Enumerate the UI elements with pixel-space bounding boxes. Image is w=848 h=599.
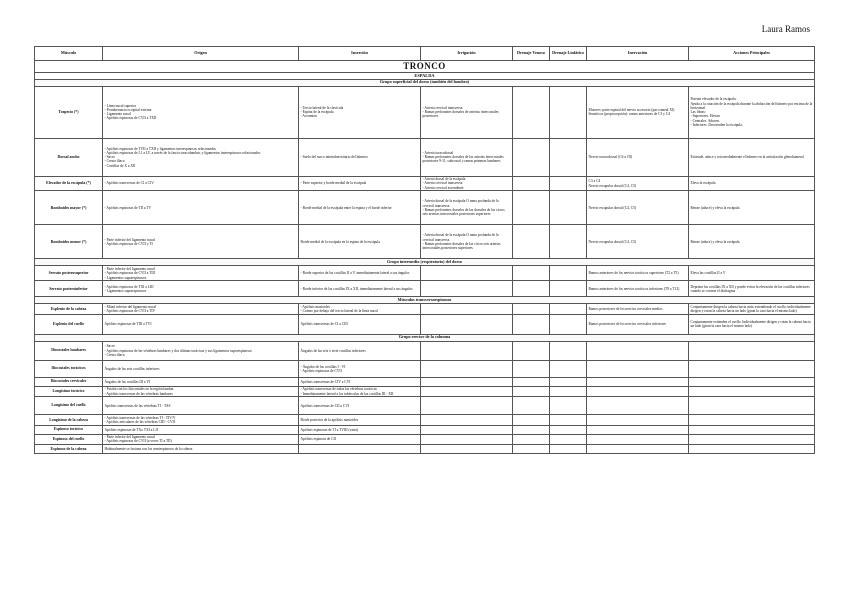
venous-drainage-cell <box>513 360 550 377</box>
muscle-name: Iliocostales torácicos <box>35 360 103 377</box>
innervation-cell <box>587 397 689 415</box>
insertion-cell: - Parte superior y borde medial de la escápula <box>299 176 421 191</box>
actions-cell: Eleva las costillas II a V <box>689 266 815 281</box>
muscle-name: Elevador de la escápula (*) <box>35 176 103 191</box>
innervation-cell: C3 a C4 Nervio escapular dorsal (C4, C5) <box>587 176 689 191</box>
innervation-cell: Nervio toracodorsal (C6 a C8) <box>587 138 689 176</box>
actions-cell: Extiende, aduce y rota medialmente el húmero en la articulación glenohumeral <box>689 138 815 176</box>
origin-cell: Apófisis espinosas de TIII a TVI <box>103 314 299 334</box>
table-row <box>35 434 815 444</box>
innervation-cell <box>587 445 689 454</box>
insertion-cell: Apófisis espinosas de TI a TVIII (varía) <box>299 425 421 434</box>
actions-cell: Potente elevador de la escápula. Ayuda a la rotación de la escápula durante la abducción del húmero por encima de la horizontal. Las fibras: - Superiores. Elevan - Centrales. Aducen. - Inferiores. Descienden la escápula. <box>689 86 815 138</box>
insertion-cell: Borde posterior de la apófisis mastoides <box>299 415 421 425</box>
innervation-cell: Ramos posteriores de los nervios cervicales medios <box>587 304 689 314</box>
lymphatic-drainage-cell <box>550 191 587 225</box>
insertion-cell: Borde medial de la escápula en la espina de la escápula <box>299 225 421 259</box>
innervation-cell <box>587 425 689 434</box>
innervation-cell <box>587 386 689 396</box>
venous-drainage-cell <box>513 434 550 444</box>
table-row <box>35 314 815 334</box>
table-row <box>35 360 815 377</box>
venous-drainage-cell <box>513 281 550 297</box>
actions-cell <box>689 360 815 377</box>
table-row <box>35 176 815 191</box>
innervation-cell: Ramos anteriores de los nervios torácicos inferiores (T9 a T12) <box>587 281 689 297</box>
irrigation-cell: - Arteria cervical transversa - Ramas perforantes dorsales de arterias intercostales posteriores <box>421 86 513 138</box>
insertion-cell <box>299 445 421 454</box>
insertion-cell: - Tercio lateral de la clavícula - Espina de la escápula - Acromion <box>299 86 421 138</box>
header-innervation: Inervación <box>587 47 689 61</box>
muscle-name: Romboides menor (*) <box>35 225 103 259</box>
lymphatic-drainage-cell <box>550 281 587 297</box>
lymphatic-drainage-cell <box>550 386 587 396</box>
venous-drainage-cell <box>513 266 550 281</box>
lymphatic-drainage-cell <box>550 138 587 176</box>
innervation-cell <box>587 377 689 386</box>
irrigation-cell <box>421 425 513 434</box>
actions-cell <box>689 397 815 415</box>
lymphatic-drainage-cell <box>550 397 587 415</box>
muscle-name: Romboides mayor (*) <box>35 191 103 225</box>
irrigation-cell <box>421 341 513 360</box>
origin-cell: Habitualmente se fusiona con los semiespinosos de la cabeza <box>103 445 299 454</box>
actions-cell: Conjuntamente extienden el cuello. Individualmente dirigen y rotan la cabeza hacia un lado (giran la cara hacia el mismo lado) <box>689 314 815 334</box>
muscle-name: Espinoso torácico <box>35 425 103 434</box>
origin-cell: - Parte inferior del ligamento nucal - Apófisis espinosas de CVII a TIII - Ligamentos supraespinosos <box>103 266 299 281</box>
venous-drainage-cell <box>513 86 550 138</box>
actions-cell: Retrae (aduce) y eleva la escápula <box>689 225 815 259</box>
venous-drainage-cell <box>513 191 550 225</box>
muscle-table <box>34 46 815 454</box>
innervation-cell <box>587 434 689 444</box>
muscle-name: Esplenio de la cabeza <box>35 304 103 314</box>
header-actions: Acciones Principales <box>689 47 815 61</box>
lymphatic-drainage-cell <box>550 445 587 454</box>
insertion-cell: Apófisis transversas de CII a CVI <box>299 397 421 415</box>
lymphatic-drainage-cell <box>550 377 587 386</box>
table-row <box>35 138 815 176</box>
innervation-cell <box>587 341 689 360</box>
muscle-name: Iliocostales lumbares <box>35 341 103 360</box>
origin-cell: Apófisis transversas de las vértebras TI - TAS <box>103 397 299 415</box>
muscle-name: Esplenio del cuello <box>35 314 103 334</box>
origin-cell: Ángulos de las costillas III a VI <box>103 377 299 386</box>
actions-cell <box>689 377 815 386</box>
header-venous-drainage: Drenaje Venoso <box>513 47 550 61</box>
origin-cell: - Apófisis espinosas de TII a TV <box>103 191 299 225</box>
table-row <box>35 225 815 259</box>
header-lymphatic-drainage: Drenaje Linfático <box>550 47 587 61</box>
irrigation-cell <box>421 415 513 425</box>
irrigation-cell: - Arteria toracodorsal - Ramas perforantes dorsales de las arterias intercostales posteriores 9-11, subcostal y ramas primeras lumbares <box>421 138 513 176</box>
irrigation-cell: - Arteria dorsal de la escápula O rama profunda de la cervical transversa - Ramas perforantes dorsales de las dorsales de las circos seis arterias intercostales posteriores superiores <box>421 191 513 225</box>
actions-cell <box>689 434 815 444</box>
venous-drainage-cell <box>513 425 550 434</box>
header-insertion: Inserción <box>299 47 421 61</box>
origin-cell: - Apófisis transversas de CI a CIV <box>103 176 299 191</box>
irrigation-cell <box>421 266 513 281</box>
insertion-cell: - Borde superior de las costillas II a V, inmediatamente lateral a sus ángulos <box>299 266 421 281</box>
group-header-row <box>35 259 815 266</box>
venous-drainage-cell <box>513 397 550 415</box>
muscle-name: Espinoso del cuello <box>35 434 103 444</box>
lymphatic-drainage-cell <box>550 360 587 377</box>
table-row <box>35 445 815 454</box>
muscle-name: Longísimo torácico <box>35 386 103 396</box>
innervation-cell: Ramos posteriores de los nervios cervicales inferiores <box>587 314 689 334</box>
insertion-cell: - Borde inferior de las costillas IX a XII, inmediatamente lateral a sus ángulos <box>299 281 421 297</box>
lymphatic-drainage-cell <box>550 434 587 444</box>
irrigation-cell <box>421 434 513 444</box>
table-row <box>35 386 815 396</box>
group-header-row <box>35 79 815 86</box>
insertion-cell: Apófisis espinosa de CII <box>299 434 421 444</box>
group-header-row <box>35 334 815 341</box>
muscle-name: Serrato posterosuperior <box>35 266 103 281</box>
muscle-name: Dorsal ancho <box>35 138 103 176</box>
muscle-name: Longísimo de la cabeza <box>35 415 103 425</box>
irrigation-cell <box>421 445 513 454</box>
irrigation-cell <box>421 314 513 334</box>
muscle-name: Espinoso de la cabeza <box>35 445 103 454</box>
muscle-name: Longísimo del cuello <box>35 397 103 415</box>
header-origin: Origen <box>103 47 299 61</box>
innervation-cell <box>587 360 689 377</box>
muscle-name: Iliocostales cervicales <box>35 377 103 386</box>
innervation-cell: Nervio escapular dorsal (C4, C5) <box>587 225 689 259</box>
venous-drainage-cell <box>513 225 550 259</box>
author-name: Laura Ramos <box>761 24 810 34</box>
irrigation-cell: - Arteria dorsal de la escápula O rama profunda de la cervical transversa - Ramas perforantes dorsales de las circos seis arterias intercostales posteriores superiores <box>421 225 513 259</box>
actions-cell <box>689 386 815 396</box>
actions-cell: Eleva la escápula <box>689 176 815 191</box>
venous-drainage-cell <box>513 314 550 334</box>
table-row <box>35 377 815 386</box>
lymphatic-drainage-cell <box>550 425 587 434</box>
venous-drainage-cell <box>513 341 550 360</box>
venous-drainage-cell <box>513 386 550 396</box>
origin-cell: - Mitad inferior del ligamento nucal - Apófisis espinosas de CVII a TIV <box>103 304 299 314</box>
origin-cell: - Sacro - Apófisis espinosas de las vértebras lumbares y dos últimas torácicas y sus ligamentos supraespinosos - Cresta ilíaca <box>103 341 299 360</box>
group-title: Músculos transversoespinosos <box>35 297 815 304</box>
lymphatic-drainage-cell <box>550 415 587 425</box>
origin-cell: - Fusión con los iliocostales en la región lumbar. - Apófisis transversas de las vértebras lumbares <box>103 386 299 396</box>
section-title: ESPALDA <box>35 72 815 79</box>
lymphatic-drainage-cell <box>550 341 587 360</box>
table-row <box>35 341 815 360</box>
venous-drainage-cell <box>513 304 550 314</box>
actions-cell: Retrae (aduce) y eleva la escápula <box>689 191 815 225</box>
innervation-cell: Nervio escapular dorsal (C4, C5) <box>587 191 689 225</box>
table-title: TRONCO <box>35 61 815 73</box>
innervation-cell <box>587 415 689 425</box>
venous-drainage-cell <box>513 138 550 176</box>
actions-cell <box>689 445 815 454</box>
actions-cell: Conjuntamente dirigen la cabeza hacia atrás extendiendo el cuello; individualmente dirigen y rotan la cabeza hacia un lado (giran la cara hacia el mismo lado) <box>689 304 815 314</box>
lymphatic-drainage-cell <box>550 225 587 259</box>
actions-cell <box>689 341 815 360</box>
irrigation-cell <box>421 397 513 415</box>
header-muscle: Músculo <box>35 47 103 61</box>
insertion-cell: Apófisis transversas de CI a CIII <box>299 314 421 334</box>
innervation-cell: Motores: parte espinal del nervio accesorio (par craneal XI) Sensitivos (propiocepción): ramos anteriores de C3 y C4 <box>587 86 689 138</box>
insertion-cell: - Suelo del surco intertuberositario del húmero <box>299 138 421 176</box>
table-row <box>35 281 815 297</box>
table-row <box>35 266 815 281</box>
lymphatic-drainage-cell <box>550 176 587 191</box>
header-irrigation: Irrigación <box>421 47 513 61</box>
lymphatic-drainage-cell <box>550 314 587 334</box>
irrigation-cell <box>421 386 513 396</box>
insertion-cell: Ángulos de las seis o siete costillas inferiores <box>299 341 421 360</box>
irrigation-cell <box>421 377 513 386</box>
origin-cell: - Apófisis transversas de las vértebras TI - TIV/V - Apófisis articulares de las vértebras CIII - CVII <box>103 415 299 425</box>
group-header-row <box>35 297 815 304</box>
insertion-cell: - Borde medial de la escápula entre la espina y el borde inferior <box>299 191 421 225</box>
table-row <box>35 86 815 138</box>
venous-drainage-cell <box>513 415 550 425</box>
origin-cell: - Apófisis espinosas de TVII a TXII y ligamentos interespinosos relacionados - Apófisis espinosas de L1 a LV, a través de la fascia toracolumbar, y ligamentos interespinosos relacionados - Sacro - Cresta ilíaca - Costillas de X a XII <box>103 138 299 176</box>
irrigation-cell: - Arteria dorsal de la escápula - Arteria cervical transversa - Arteria cervical ascendente <box>421 176 513 191</box>
origin-cell: - Parte inferior del ligamento nucal - Apófisis espinosas de CVII y TI <box>103 225 299 259</box>
actions-cell <box>689 425 815 434</box>
lymphatic-drainage-cell <box>550 304 587 314</box>
muscle-name: Trapecio (*) <box>35 86 103 138</box>
origin-cell: Ángulos de las seis costillas inferiores <box>103 360 299 377</box>
table-row <box>35 191 815 225</box>
actions-cell <box>689 415 815 425</box>
venous-drainage-cell <box>513 176 550 191</box>
insertion-cell: - Apófisis transversas de todas las vértebras torácicas - Inmediatamente lateral a los tubérculos de las costillas III - XII <box>299 386 421 396</box>
muscle-name: Serrato posteroinferior <box>35 281 103 297</box>
venous-drainage-cell <box>513 377 550 386</box>
lymphatic-drainage-cell <box>550 86 587 138</box>
insertion-cell: Apófisis transversas de CIV a CVI <box>299 377 421 386</box>
origin-cell: - Apófisis espinosas de TXI a LIII - Ligamentos supraespinosos <box>103 281 299 297</box>
insertion-cell: - Apófisis mastoides - Cráneo por debajo del tercio lateral de la línea nucal <box>299 304 421 314</box>
origin-cell: - Línea nucal superior - Protuberancia occipital externa - Ligamento nucal - Apófisis espinosas de CVII a TXII <box>103 86 299 138</box>
group-title: Grupo superficial del dorso (también del hombro) <box>35 79 815 86</box>
header-row <box>35 47 815 61</box>
origin-cell: Apófisis espinosas de TXo TXI a LII <box>103 425 299 434</box>
table-row <box>35 415 815 425</box>
venous-drainage-cell <box>513 445 550 454</box>
irrigation-cell <box>421 304 513 314</box>
innervation-cell: Ramos anteriores de los nervios torácicos superiores (T2 a T5) <box>587 266 689 281</box>
group-title: Grupo erector de la columna <box>35 334 815 341</box>
irrigation-cell <box>421 281 513 297</box>
group-title: Grupo intermedio (respiratorio) del dorso <box>35 259 815 266</box>
lymphatic-drainage-cell <box>550 266 587 281</box>
actions-cell: Deprime las costillas IX a XII y puede evitar la elevación de las costillas inferiores cuando se contrae el diafragma <box>689 281 815 297</box>
table-row <box>35 425 815 434</box>
table-row <box>35 304 815 314</box>
irrigation-cell <box>421 360 513 377</box>
table-row <box>35 397 815 415</box>
insertion-cell: - Ángulos de las costillas I - VI - Apófisis espinosas de CVII <box>299 360 421 377</box>
origin-cell: - Parte inferior del ligamento nucal - Apófisis espinosas de CVII (a veces TI a TII) <box>103 434 299 444</box>
